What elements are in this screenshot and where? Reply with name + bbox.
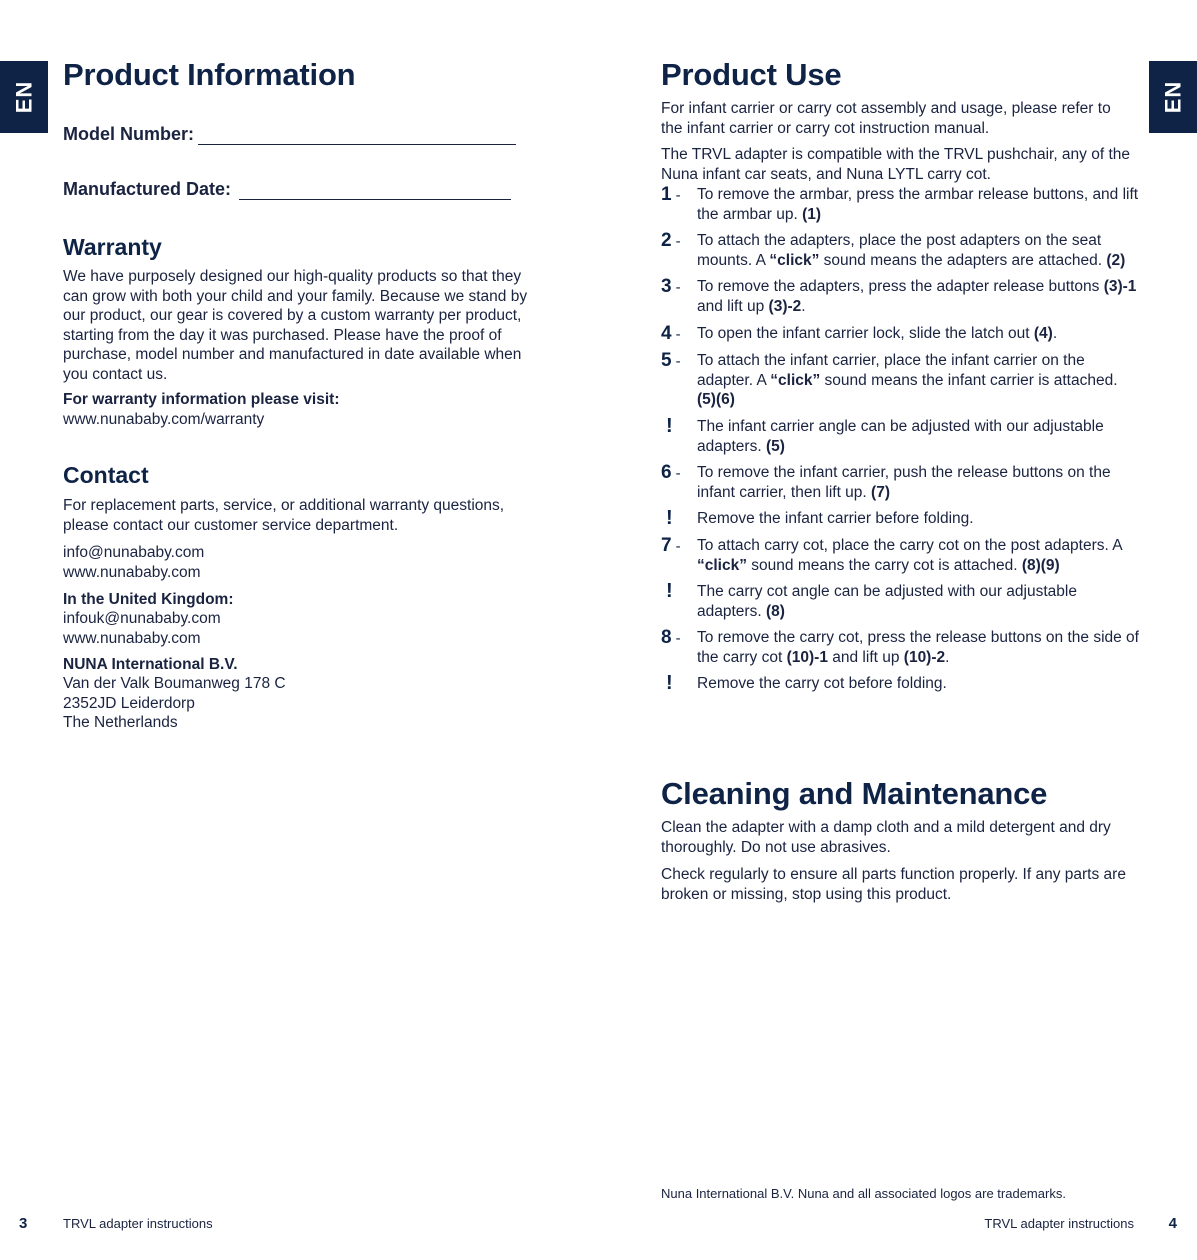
warning-item: [661, 509, 1139, 529]
step-item: [661, 277, 1139, 316]
warranty-visit-label: For warranty information please visit:: [63, 391, 340, 408]
step-text: The infant carrier angle can be adjusted with our adjustable adapters. (5): [697, 417, 1104, 455]
step-text: To remove the infant carrier, push the release buttons on the infant carrier, then lift up. (7): [697, 464, 1111, 501]
step-number: 3 -: [661, 276, 681, 298]
step-text: The carry cot angle can be adjusted with our adjustable adapters. (8): [697, 583, 1077, 620]
trademark-notice: Nuna International B.V. Nuna and all associated logos are trademarks.: [661, 1186, 1066, 1201]
cleaning-heading: Cleaning and Maintenance: [661, 776, 1048, 811]
step-text: To attach carry cot, place the carry cot on the post adapters. A “click” sound means the carry cot is attached. (8)(9): [697, 536, 1122, 574]
step-number: 7 -: [661, 534, 681, 556]
page-title: Product Use: [661, 57, 842, 92]
manufactured-date-label: Manufactured Date:: [63, 179, 232, 199]
model-number-label: Model Number:: [63, 124, 195, 144]
intro-paragraph-2: The TRVL adapter is compatible with the TRVL pushchair, any of the Nuna infant car seats, and Nuna LYTL carry cot.: [661, 146, 1131, 183]
warning-icon: !: [666, 672, 673, 695]
page-number-right: 4: [1168, 1215, 1177, 1232]
step-text: Remove the carry cot before folding.: [697, 675, 947, 693]
step-item: [661, 185, 1139, 224]
cleaning-paragraph-2: Check regularly to ensure all parts function properly. If any parts are broken or missing, stop using this product.: [661, 866, 1126, 903]
address-line-3: The Netherlands: [63, 714, 178, 731]
step-text: Remove the infant carrier before folding.: [697, 510, 974, 528]
warning-icon: !: [666, 414, 673, 437]
contact-body: For replacement parts, service, or additional warranty questions, please contact our customer service department.: [63, 497, 505, 534]
address-line-2: 2352JD Leiderdorp: [63, 695, 195, 712]
step-text: To open the infant carrier lock, slide the latch out (4).: [697, 324, 1058, 342]
language-label: EN: [11, 80, 36, 114]
step-number: 4 -: [661, 322, 681, 344]
step-item: [661, 628, 1139, 667]
contact-website: www.nunababy.com: [63, 564, 201, 581]
warranty-url: www.nunababy.com/warranty: [63, 411, 265, 428]
step-number: 5 -: [661, 350, 681, 372]
uk-label: In the United Kingdom:: [63, 591, 234, 608]
page-title: Product Information: [63, 57, 356, 92]
warning-icon: !: [666, 580, 673, 603]
step-item: [661, 463, 1139, 502]
footer-title-right: TRVL adapter instructions: [984, 1216, 1134, 1231]
step-number: 8 -: [661, 627, 681, 649]
step-item: [661, 536, 1139, 575]
step-text: To attach the infant carrier, place the infant carrier on the adapter. A “click” sound means the infant carrier is attached. (5)(6): [697, 352, 1118, 409]
warning-icon: !: [666, 507, 673, 530]
uk-email: infouk@nunababy.com: [63, 610, 221, 627]
step-number: 6 -: [661, 462, 681, 484]
model-number-blank: [198, 129, 516, 145]
step-item: [661, 324, 1139, 345]
step-item: [661, 231, 1139, 270]
step-number: 1 -: [661, 184, 681, 205]
warning-item: [661, 674, 1139, 694]
manufactured-date-blank: [239, 184, 511, 200]
warning-item: [661, 582, 1139, 621]
step-text: To remove the adapters, press the adapter release buttons (3)-1 and lift up (3)-2.: [697, 278, 1137, 315]
step-text: To remove the armbar, press the armbar release buttons, and lift the armbar up. (1): [697, 186, 1139, 223]
intro-paragraph-1: For infant carrier or carry cot assembly and usage, please refer to the infant carrier or carry cot instruction manual.: [661, 100, 1111, 137]
manufactured-date-field: [63, 179, 523, 200]
step-text: To remove the carry cot, press the release buttons on the side of the carry cot (10)-1 and lift up (10)-2.: [697, 629, 1139, 666]
page-number-left: 3: [19, 1215, 28, 1232]
warranty-body: We have purposely designed our high-quality products so that they can grow with both your child and your family. Because we stand by our product, our gear is covered by a custom warranty per product, starting from the day it was purchased. Please have the proof of purchase, model number and manufactured in date available when you contact us.: [63, 268, 528, 383]
uk-website: www.nunababy.com: [63, 630, 201, 647]
step-item: [661, 351, 1139, 410]
model-number-field: [63, 124, 523, 145]
step-text: To attach the adapters, place the post adapters on the seat mounts. A “click” sound means the adapters are attached. (2): [697, 232, 1126, 269]
language-tab-right: [1149, 61, 1197, 133]
cleaning-paragraph-1: Clean the adapter with a damp cloth and a mild detergent and dry thoroughly. Do not use abrasives.: [661, 819, 1111, 856]
footer-title-left: TRVL adapter instructions: [63, 1216, 213, 1231]
warranty-heading: Warranty: [63, 234, 162, 260]
address-line-1: Van der Valk Boumanweg 178 C: [63, 675, 286, 692]
language-tab-left: [0, 61, 48, 133]
contact-email: info@nunababy.com: [63, 544, 205, 561]
warning-item: [661, 414, 1139, 456]
company-name: NUNA International B.V.: [63, 656, 238, 673]
contact-heading: Contact: [63, 462, 149, 488]
steps-list: [661, 185, 1139, 694]
language-label: EN: [1160, 80, 1185, 114]
step-number: 2 -: [661, 230, 681, 252]
